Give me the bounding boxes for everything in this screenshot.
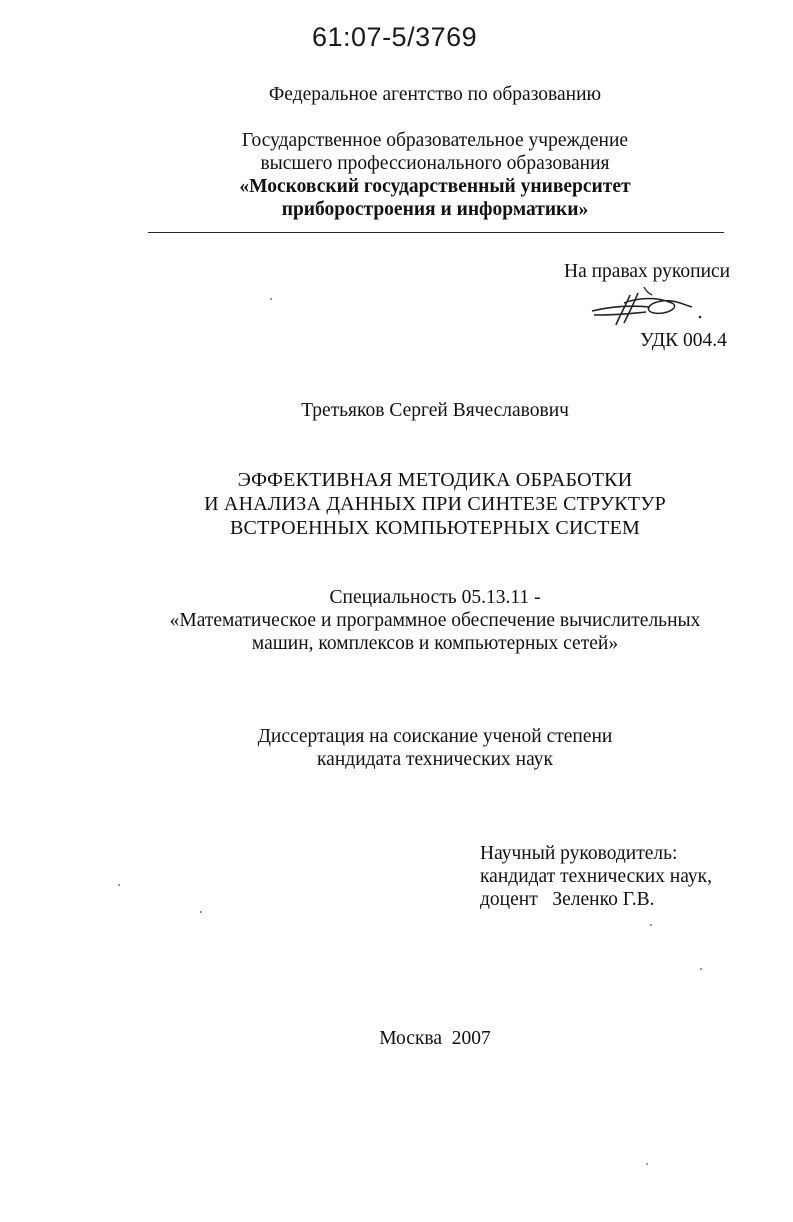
archive-code: 61:07-5/3769 — [312, 22, 478, 52]
degree-line-2: кандидата технических наук — [317, 749, 553, 770]
specialty-line-3: машин, комплексов и компьютерных сетей» — [251, 633, 619, 654]
supervisor-line-3: доцент Зеленко Г.В. — [480, 889, 655, 910]
dissertation-title-line-1: ЭФФЕКТИВНАЯ МЕТОДИКА ОБРАБОТКИ — [237, 469, 633, 491]
scan-speck — [270, 298, 272, 300]
supervisor-line-2: кандидат технических наук, — [480, 866, 712, 887]
scan-speck — [650, 924, 652, 926]
manuscript-rights-label: На правах рукописи — [564, 261, 731, 282]
scan-speck — [200, 911, 202, 913]
city-year: Москва 2007 — [379, 1028, 491, 1049]
specialty-line-1: Специальность 05.13.11 - — [329, 587, 541, 608]
agency-name: Федеральное агентство по образованию — [268, 84, 602, 105]
scan-speck — [118, 884, 120, 886]
dissertation-title-line-2: И АНАЛИЗА ДАННЫХ ПРИ СИНТЕЗЕ СТРУКТУР — [204, 493, 666, 515]
institution-line-2: высшего профессионального образования — [260, 153, 610, 174]
institution-line-1: Государственное образовательное учреждение — [241, 130, 629, 151]
header-divider — [148, 232, 724, 233]
university-line-2: приборостроения и информатики» — [281, 199, 589, 220]
supervisor-line-1: Научный руководитель: — [480, 843, 678, 864]
udk-code: УДК 004.4 — [640, 330, 727, 351]
degree-line-1: Диссертация на соискание ученой степени — [257, 726, 613, 747]
scan-speck — [646, 1163, 648, 1165]
signature-image — [588, 285, 708, 331]
dissertation-title-line-3: ВСТРОЕННЫХ КОМПЬЮТЕРНЫХ СИСТЕМ — [230, 517, 640, 539]
scan-speck — [700, 968, 702, 970]
university-line-1: «Московский государственный университет — [239, 176, 631, 197]
author-name: Третьяков Сергей Вячеславович — [301, 400, 569, 421]
specialty-line-2: «Математическое и программное обеспечение вычислительных — [169, 610, 701, 631]
